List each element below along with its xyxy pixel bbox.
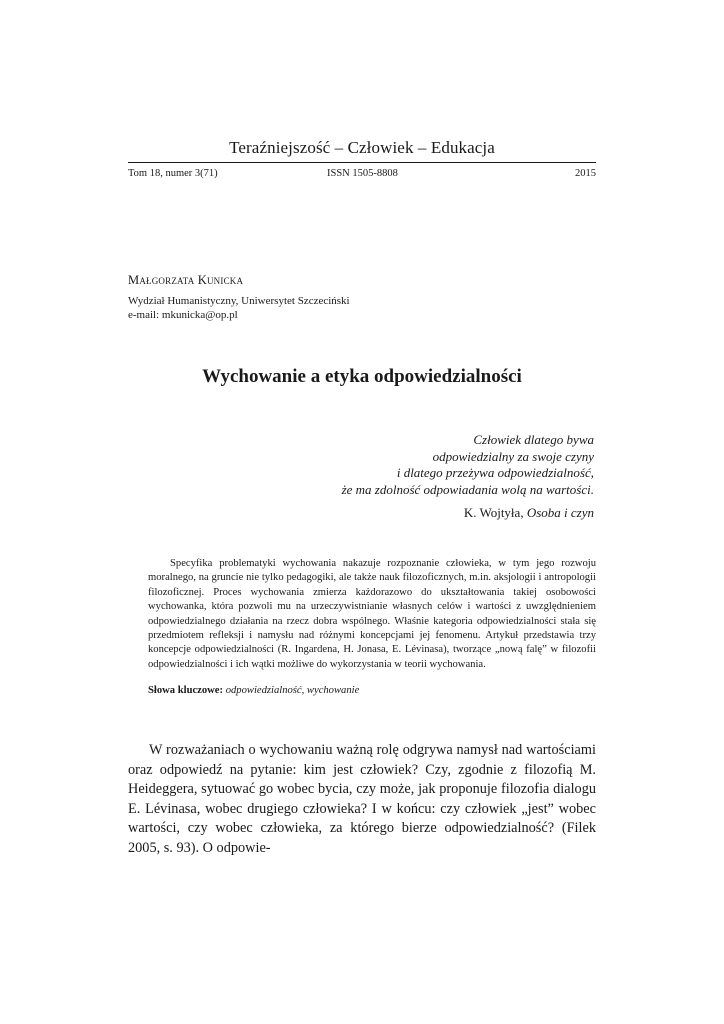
abstract: Specyfika problematyki wychowania nakazuje rozpoznanie człowieka, w tym jego rozwoju moralnego, na gruncie nie tylko pedagogiki, ale także nauk filozoficznych, m.in. aksjologii i antropologii filozoficznej. Proces wychowania zmierza każdorazowo do ukształtowania takiej osobowości wychowanka, która pozwoli mu na urzeczywistnianie własnych celów i wartości z uwzględnieniem odpowiedzialnego działania na rzecz dobra wspólnego. Właśnie kategoria odpowiedzialności stała się przedmiotem refleksji i namysłu nad różnymi koncepcjami jej fenomenu. Artykuł przedstawia trzy koncepcje odpowiedzialności (R. Ingardena, H. Jonasa, E. Lévinasa), tworzące „nową falę” w filozofii odpowiedzialności i ich wątki możliwe do wykorzystania w teorii wychowania. <box>148 558 596 670</box>
epigraph-work: Osoba i czyn <box>526 505 594 520</box>
author-affiliation: Wydział Humanistyczny, Uniwersytet Szczeciński <box>128 295 350 307</box>
epigraph-source <box>464 505 594 521</box>
author-affiliation-block <box>128 294 350 322</box>
author-name <box>128 273 243 288</box>
body-paragraph: W rozważaniach o wychowaniu ważną rolę odgrywa namysł nad wartościami oraz odpowiedź na pytanie: kim jest człowiek? Czy, zgodnie z filozofią M. Heideggera, sytuować go wobec bycia, czy może, jak proponuje filozofia dialogu E. Lévinasa, wobec drugiego człowieka? I w końcu: czy człowiek „jest” wobec wartości, czy wobec człowieka, za którego bierze odpowiedzialność? (Filek 2005, s. 93). O odpowie- <box>128 742 596 856</box>
header-rule <box>128 162 596 163</box>
keywords-value: odpowiedzialność, wychowanie <box>225 685 360 696</box>
issn: ISSN 1505-8808 <box>327 168 398 179</box>
epigraph-line: Człowiek dlatego bywa <box>473 432 594 447</box>
author-email: e-mail: mkunicka@op.pl <box>128 309 238 321</box>
volume-number: Tom 18, numer 3(71) <box>128 168 218 179</box>
epigraph-line: odpowiedzialny za swoje czyny <box>432 448 594 464</box>
author-first-rest: ałgorzata <box>139 273 195 287</box>
author-first-initial: M <box>128 273 140 287</box>
keywords-label: Słowa kluczowe: <box>148 685 224 696</box>
paper-title: Wychowanie a etyka odpowiedzialności <box>202 366 522 387</box>
epigraph <box>174 432 594 498</box>
epigraph-author: K. Wojtyła, <box>463 505 527 520</box>
journal-title: Teraźniejszość – Człowiek – Edukacja <box>229 138 495 157</box>
epigraph-line: że ma zdolność odpowiadania wolą na wartości. <box>341 481 594 497</box>
issue-meta <box>128 168 596 182</box>
author-last-rest: unicka <box>206 273 244 287</box>
keywords <box>148 685 359 696</box>
epigraph-line: i dlatego przeżywa odpowiedzialność, <box>396 465 594 480</box>
publication-year: 2015 <box>575 168 596 179</box>
author-last-initial: K <box>197 273 207 287</box>
